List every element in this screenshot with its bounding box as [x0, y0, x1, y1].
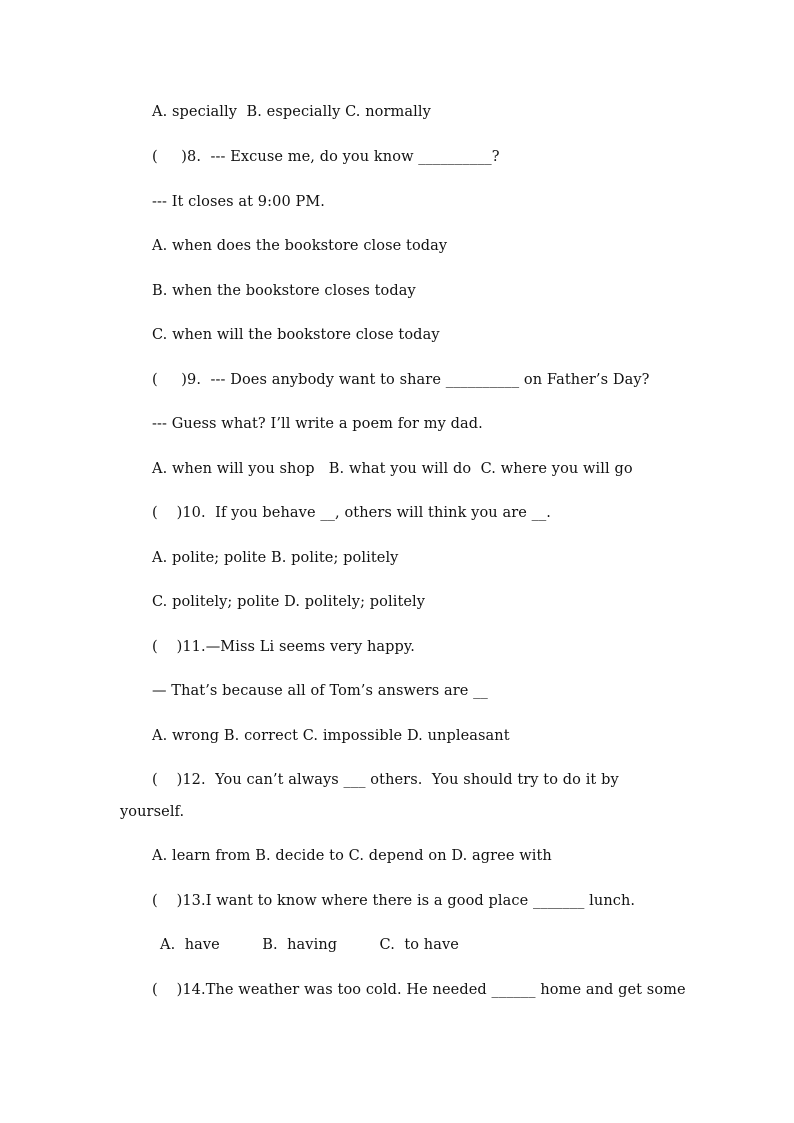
q8-question: ( )8. --- Excuse me, do you know __________?: [152, 149, 500, 165]
q14-question: ( )14.The weather was too cold. He needed ______ home and get some: [152, 982, 686, 998]
q8-response: --- It closes at 9:00 PM.: [152, 194, 325, 210]
q11-response: — That’s because all of Tom’s answers are __: [152, 683, 488, 699]
q8-option-a: A. when does the bookstore close today: [152, 238, 448, 254]
q7-options: A. specially B. especially C. normally: [152, 104, 431, 120]
q9-question: ( )9. --- Does anybody want to share __________ on Father’s Day?: [152, 372, 650, 388]
q10-options-cd: C. politely; polite D. politely; politely: [152, 594, 426, 610]
q10-question: ( )10. If you behave __, others will think you are __.: [152, 505, 552, 521]
q12-question: ( )12. You can’t always ___ others. You should try to do it by: [152, 772, 619, 788]
q8-option-c: C. when will the bookstore close today: [152, 327, 440, 343]
q9-response: --- Guess what? I’ll write a poem for my dad.: [152, 416, 483, 432]
q10-options-ab: A. polite; polite B. polite; politely: [152, 550, 399, 566]
q11-options: A. wrong B. correct C. impossible D. unpleasant: [152, 728, 510, 744]
q13-question: ( )13.I want to know where there is a good place _______ lunch.: [152, 893, 636, 909]
q12-options: A. learn from B. decide to C. depend on D. agree with: [152, 848, 552, 864]
q8-option-b: B. when the bookstore closes today: [152, 283, 416, 299]
q13-options: A. have B. having C. to have: [160, 937, 459, 953]
q12-question-continued: yourself.: [120, 804, 185, 820]
q9-options: A. when will you shop B. what you will do C. where you will go: [152, 461, 633, 477]
q11-question: ( )11.—Miss Li seems very happy.: [152, 639, 415, 655]
